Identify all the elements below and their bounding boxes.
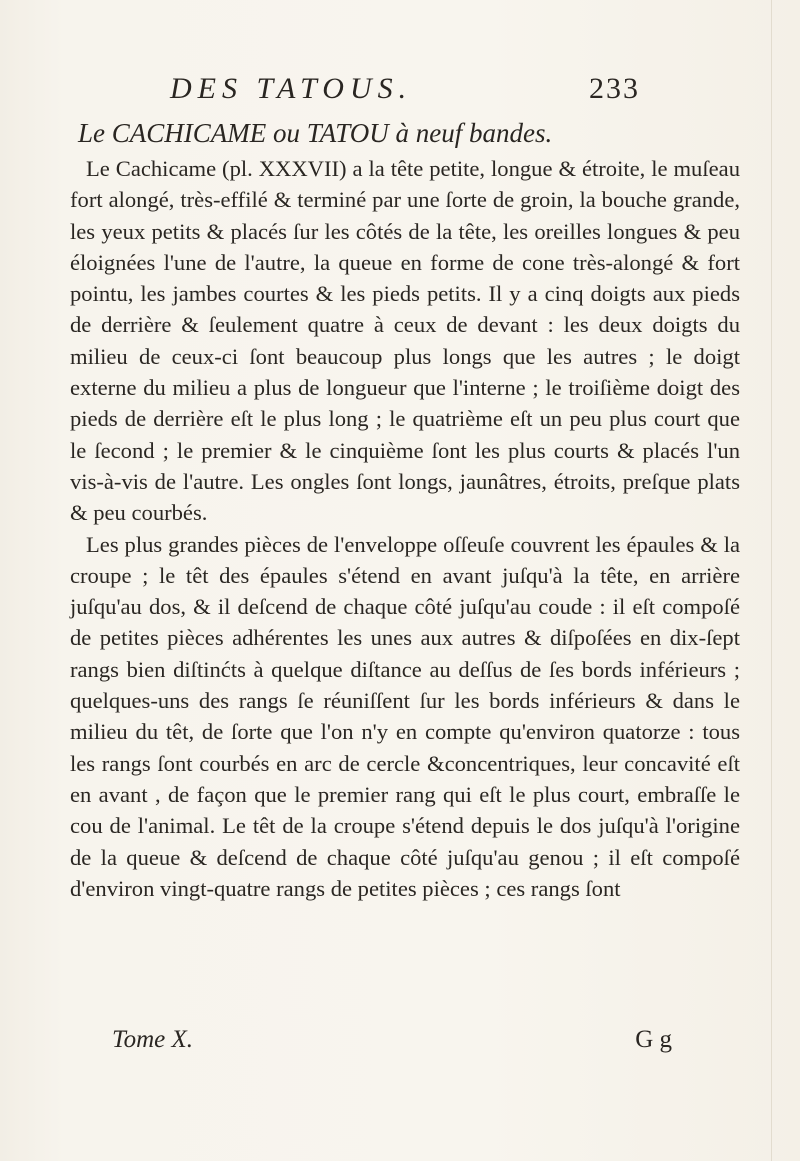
running-head-title: DES TATOUS. (170, 72, 413, 105)
page-footer (112, 1026, 672, 1058)
signature-mark: G g (635, 1026, 672, 1053)
tome-label: Tome X. (112, 1026, 194, 1053)
section-title: Le CACHICAME ou TATOU à neuf bandes. (78, 118, 553, 148)
body-text (70, 153, 740, 904)
paragraph-2: Les plus grandes pièces de l'enveloppe oſſeuſe couvrent les épaules & la croupe ; le têt des épaules s'étend en avant juſqu'à la tête, en arrière juſqu'au dos, & il deſcend de chaque côté juſqu'au coude : il eſt compoſé de petites pièces adhérentes les unes aux autres & diſpoſées en dix-ſept rangs bien diſtinćts à quelque diſtance au deſſus de ſes bords inférieurs ; quelques-uns des rangs ſe réuniſſent ſur les bords inférieurs & dans le milieu du têt, de ſorte que l'on n'y en compte qu'environ quatorze : tous les rangs ſont courbés en arc de cercle &concentriques, leur concavité eſt en avant , de façon que le premier rang qui eſt le plus court, embraſſe le cou de l'animal. Le têt de la croupe s'étend depuis le dos juſqu'à l'origine de la queue & deſcend de chaque côté juſqu'au genou ; il eſt compoſé d'environ vingt-quatre rangs de petites pièces ; ces rangs ſont (70, 531, 740, 901)
page-number: 233 (589, 72, 640, 105)
page-edge-line (771, 0, 772, 1161)
paragraph-1: Le Cachicame (pl. XXXVII) a la tête petite, longue & étroite, le muſeau fort alongé, très-effilé & terminé par une ſorte de groin, la bouche grande, les yeux petits & placés ſur les côtés de la tête, les oreilles longues & peu éloignées l'une de l'autre, la queue en forme de cone très-alongé & fort pointu, les jambes courtes & les pieds petits. Il y a cinq doigts aux pieds de derrière & ſeulement quatre à ceux de devant : les deux doigts du milieu de ceux-ci ſont beaucoup plus longs que les autres ; le doigt externe du milieu a plus de longueur que l'interne ; le troiſième doigt des pieds de derrière eſt le plus long ; le quatrième eſt un peu plus court que le ſecond ; le premier & le cinquième ſont les plus courts & placés l'un vis-à-vis de l'autre. Les ongles ſont longs, jaunâtres, étroits, preſque plats & peu courbés. (70, 156, 740, 526)
running-head (170, 72, 640, 112)
